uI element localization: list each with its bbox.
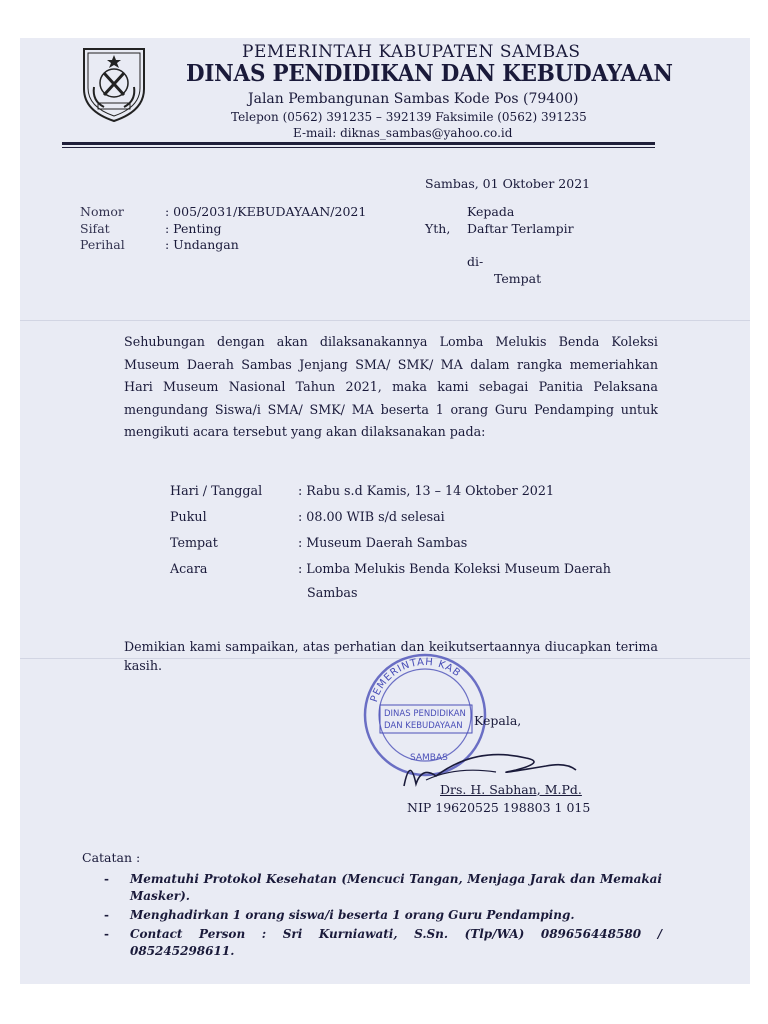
stamp-text-2: DAN KEBUDAYAAN: [384, 721, 463, 731]
stamp-text-1: DINAS PENDIDIKAN: [384, 709, 466, 719]
closing-paragraph: Demikian kami sampaikan, atas perhatian dan keikutsertaannya diucapkan terima kasih.: [124, 639, 658, 673]
detail-value-date: : Rabu s.d Kamis, 13 – 14 Oktober 2021: [298, 483, 555, 498]
letterhead-rule: [62, 142, 655, 145]
signatory-name: Drs. H. Sabhan, M.Pd.: [440, 782, 582, 797]
fold-line: [20, 320, 750, 321]
notes-section: [82, 850, 682, 962]
detail-value-time: : 08.00 WIB s/d selesai: [298, 509, 445, 524]
perihal-label: Perihal: [80, 237, 125, 252]
note-item: - Menghadirkan 1 orang siswa/i beserta 1 orang Guru Pendamping.: [104, 908, 575, 922]
stamp-arc-text: PEMERINTAH KAB: [368, 656, 463, 704]
sifat-label: Sifat: [80, 221, 110, 236]
nomor-label: Nomor: [80, 204, 124, 219]
addressee-list: Daftar Terlampir: [467, 221, 574, 236]
notes-title: Catatan :: [82, 850, 141, 865]
detail-label-place: Tempat: [170, 535, 218, 550]
signature-title: Kepala,: [474, 713, 522, 728]
letterhead-government: PEMERINTAH KABUPATEN SAMBAS: [242, 42, 581, 62]
regency-emblem-icon: [78, 43, 150, 123]
detail-label-time: Pukul: [170, 509, 207, 524]
letterhead-rule-thin: [62, 147, 655, 148]
letterhead-agency: DINAS PENDIDIKAN DAN KEBUDAYAAN: [186, 60, 673, 87]
addressee-kepada: Kepada: [467, 204, 515, 219]
letterhead-phone: Telepon (0562) 391235 – 392139 Faksimile (0562) 391235: [231, 110, 587, 124]
addressee-di: di-: [467, 254, 484, 269]
letterhead-address: Jalan Pembangunan Sambas Kode Pos (79400): [248, 91, 579, 107]
nomor-value: : 005/2031/KEBUDAYAAN/2021: [165, 204, 367, 219]
letterhead-email: E-mail: diknas_sambas@yahoo.co.id: [293, 126, 513, 140]
addressee-yth: Yth,: [425, 221, 451, 236]
body-paragraph: Sehubungan dengan akan dilaksanakannya Lomba Melukis Benda Koleksi Museum Daerah Sambas Jenjang SMA/ SMK/ MA dalam rangka memeriahkan Hari Museum Nasional Tahun 2021, maka kami sebagai Panitia Pelaksana mengundang Siswa/i SMA/ SMK/ MA beserta 1 orang Guru Pendamping untuk mengikuti acara tersebut yang akan dilaksanakan pada:: [124, 334, 658, 439]
addressee-tempat: Tempat: [494, 271, 542, 286]
note-item: - Contact Person : Sri Kurniawati, S.Sn. (Tlp/WA) 089656448580 / 085245298611.: [104, 927, 662, 958]
place-date: Sambas, 01 Oktober 2021: [425, 176, 591, 191]
detail-value-event-cont: Sambas: [307, 585, 358, 600]
perihal-value: : Undangan: [165, 237, 239, 252]
note-item: - Mematuhi Protokol Kesehatan (Mencuci Tangan, Menjaga Jarak dan Memakai Masker).: [104, 872, 662, 903]
detail-value-event: : Lomba Melukis Benda Koleksi Museum Daerah: [298, 561, 611, 576]
detail-label-event: Acara: [170, 561, 208, 576]
detail-label-date: Hari / Tanggal: [170, 483, 263, 498]
signatory-nip: NIP 19620525 198803 1 015: [407, 800, 591, 815]
detail-value-place: : Museum Daerah Sambas: [298, 535, 468, 550]
note-text: Mematuhi Protokol Kesehatan (Mencuci Tangan, Menjaga Jarak dan Memakai Masker).: [130, 872, 662, 903]
stamp-text-3: SAMBAS: [410, 753, 448, 763]
note-text: Menghadirkan 1 orang siswa/i beserta 1 orang Guru Pendamping.: [130, 908, 575, 922]
sifat-value: : Penting: [165, 221, 222, 236]
note-text: Contact Person : Sri Kurniawati, S.Sn. (Tlp/WA) 089656448580 / 085245298611.: [130, 927, 662, 958]
